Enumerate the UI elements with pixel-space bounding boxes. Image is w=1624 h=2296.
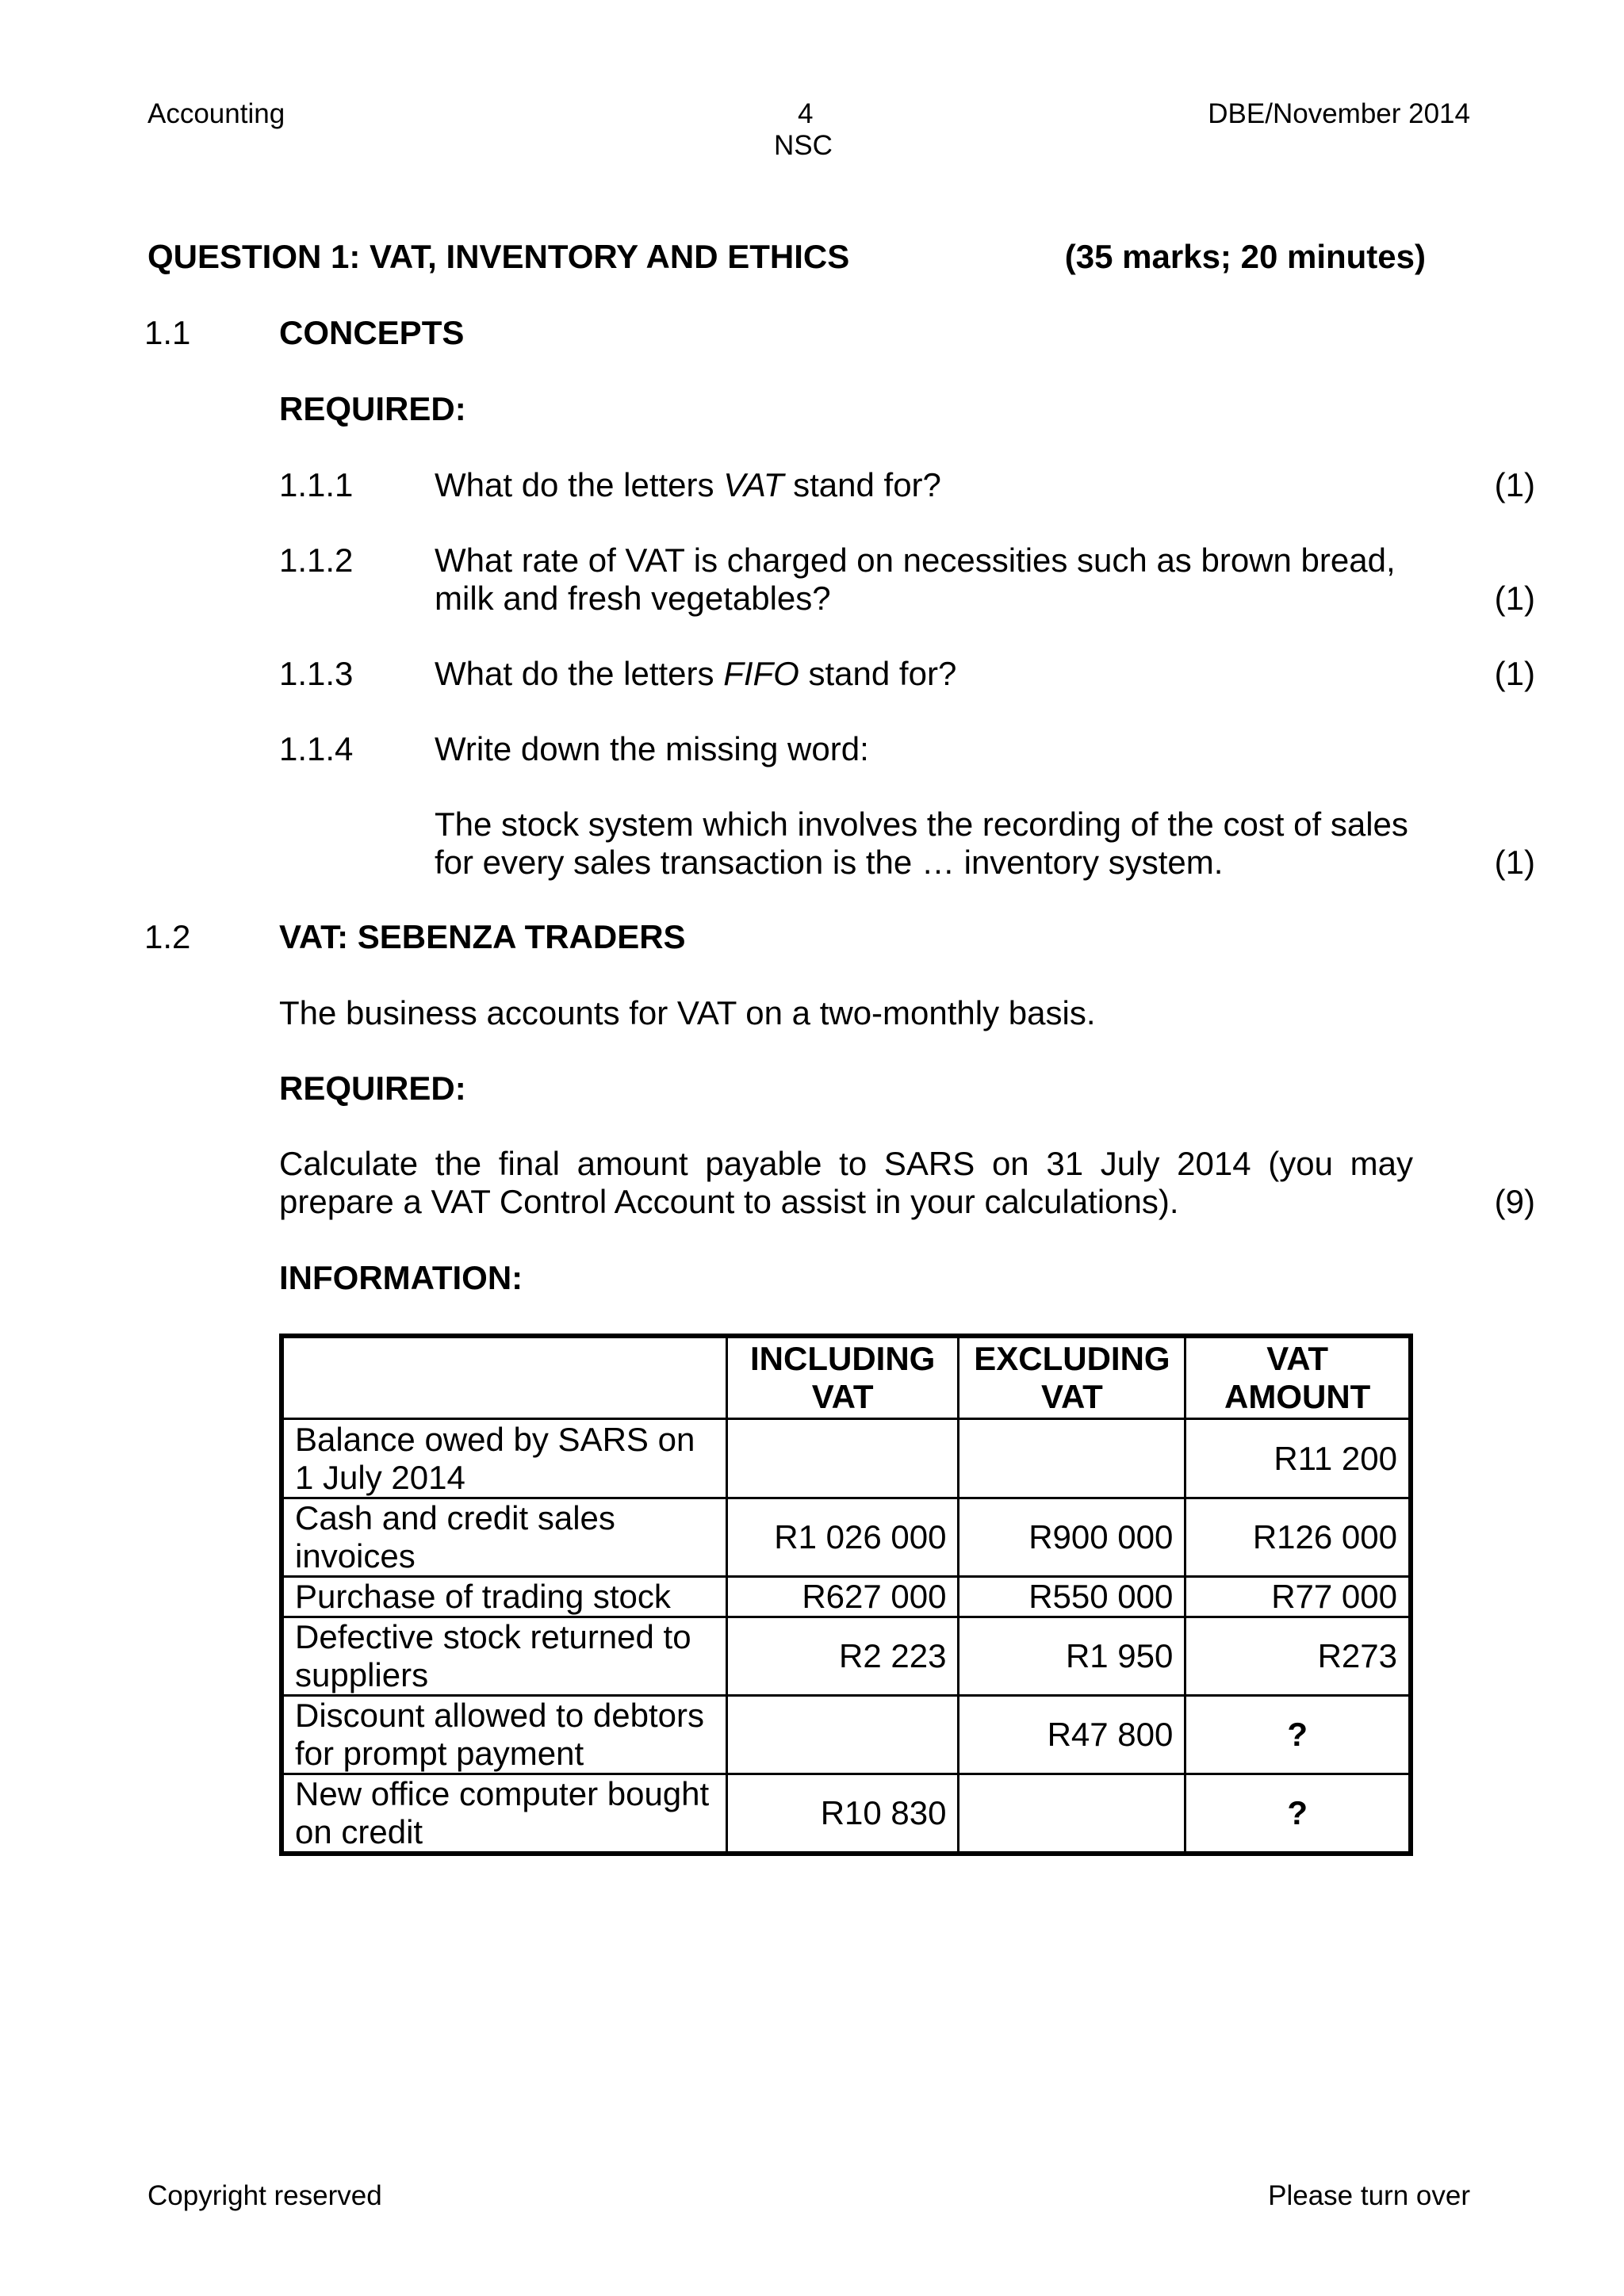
section-intro: The business accounts for VAT on a two-monthly basis.: [279, 994, 1096, 1031]
section-number: 1.2: [144, 918, 191, 955]
including-vat-value: R2 223: [726, 1617, 959, 1696]
required-label: REQUIRED:: [279, 1070, 466, 1107]
question-text-line: What rate of VAT is charged on necessities such as brown bread,: [435, 541, 1396, 579]
table-row: [282, 1617, 1411, 1696]
item-mark: (1): [1494, 844, 1535, 881]
column-header-excluding-vat: EXCLUDING VAT: [959, 1336, 1185, 1419]
item-mark: (1): [1494, 466, 1535, 503]
task-text-line: Calculate the final amount payable to SARS on 31 July 2014 (you may: [279, 1145, 1413, 1182]
footer-turn-over: Please turn over: [1268, 2180, 1470, 2211]
table-row: [282, 1419, 1411, 1498]
table-row: [282, 1774, 1411, 1854]
question-title: QUESTION 1: VAT, INVENTORY AND ETHICS: [147, 238, 850, 275]
vat-information-table: [279, 1334, 1413, 1856]
emphasis: VAT: [723, 466, 784, 503]
emphasis: FIFO: [723, 655, 799, 692]
column-header-blank: [282, 1336, 726, 1419]
question-text: Write down the missing word:: [435, 730, 869, 767]
row-description: Balance owed by SARS on 1 July 2014: [282, 1419, 726, 1498]
row-description: Defective stock returned to suppliers: [282, 1617, 726, 1696]
including-vat-value: R1 026 000: [726, 1498, 959, 1577]
question-marks: (35 marks; 20 minutes): [1064, 238, 1426, 275]
excluding-vat-value: R1 950: [959, 1617, 1185, 1696]
vat-amount-value: R11 200: [1185, 1419, 1411, 1498]
item-number: 1.1.3: [279, 655, 354, 692]
item-mark: (1): [1494, 580, 1535, 617]
task-text-line: prepare a VAT Control Account to assist in your calculations).: [279, 1183, 1179, 1220]
question-text-line: for every sales transaction is the … inventory system.: [435, 844, 1224, 881]
excluding-vat-value: R550 000: [959, 1577, 1185, 1617]
including-vat-value: R627 000: [726, 1577, 959, 1617]
item-number: 1.1.1: [279, 466, 354, 503]
header-source: DBE/November 2014: [1208, 98, 1470, 129]
excluding-vat-value: R900 000: [959, 1498, 1185, 1577]
header-level: NSC: [774, 130, 833, 161]
vat-amount-value: R126 000: [1185, 1498, 1411, 1577]
including-vat-value: [726, 1419, 959, 1498]
table-row: [282, 1696, 1411, 1774]
footer-copyright: Copyright reserved: [147, 2180, 382, 2211]
row-description: Purchase of trading stock: [282, 1577, 726, 1617]
column-header-vat-amount: VAT AMOUNT: [1185, 1336, 1411, 1419]
vat-amount-value: R77 000: [1185, 1577, 1411, 1617]
excluding-vat-value: R47 800: [959, 1696, 1185, 1774]
table-row: [282, 1498, 1411, 1577]
section-heading: VAT: SEBENZA TRADERS: [279, 918, 686, 955]
row-description: Cash and credit sales invoices: [282, 1498, 726, 1577]
question-text-line: milk and fresh vegetables?: [435, 580, 831, 617]
question-text: What do the letters VAT stand for?: [435, 466, 941, 503]
section-heading: CONCEPTS: [279, 314, 465, 351]
excluding-vat-value: [959, 1774, 1185, 1854]
vat-amount-value: ?: [1185, 1696, 1411, 1774]
section-number: 1.1: [144, 314, 191, 351]
task-mark: (9): [1494, 1183, 1535, 1220]
question-text-line: The stock system which involves the recording of the cost of sales: [435, 806, 1408, 843]
vat-amount-value: ?: [1185, 1774, 1411, 1854]
including-vat-value: [726, 1696, 959, 1774]
row-description: Discount allowed to debtors for prompt payment: [282, 1696, 726, 1774]
row-description: New office computer bought on credit: [282, 1774, 726, 1854]
vat-amount-value: R273: [1185, 1617, 1411, 1696]
excluding-vat-value: [959, 1419, 1185, 1498]
table-header-row: [282, 1336, 1411, 1419]
header-page-number: 4: [798, 98, 814, 129]
question-text: What do the letters FIFO stand for?: [435, 655, 957, 692]
table-row: [282, 1577, 1411, 1617]
information-label: INFORMATION:: [279, 1259, 523, 1296]
item-number: 1.1.4: [279, 730, 354, 767]
item-number: 1.1.2: [279, 541, 354, 579]
item-mark: (1): [1494, 655, 1535, 692]
column-header-including-vat: INCLUDING VAT: [726, 1336, 959, 1419]
header-subject: Accounting: [147, 98, 285, 129]
including-vat-value: R10 830: [726, 1774, 959, 1854]
required-label: REQUIRED:: [279, 390, 466, 427]
